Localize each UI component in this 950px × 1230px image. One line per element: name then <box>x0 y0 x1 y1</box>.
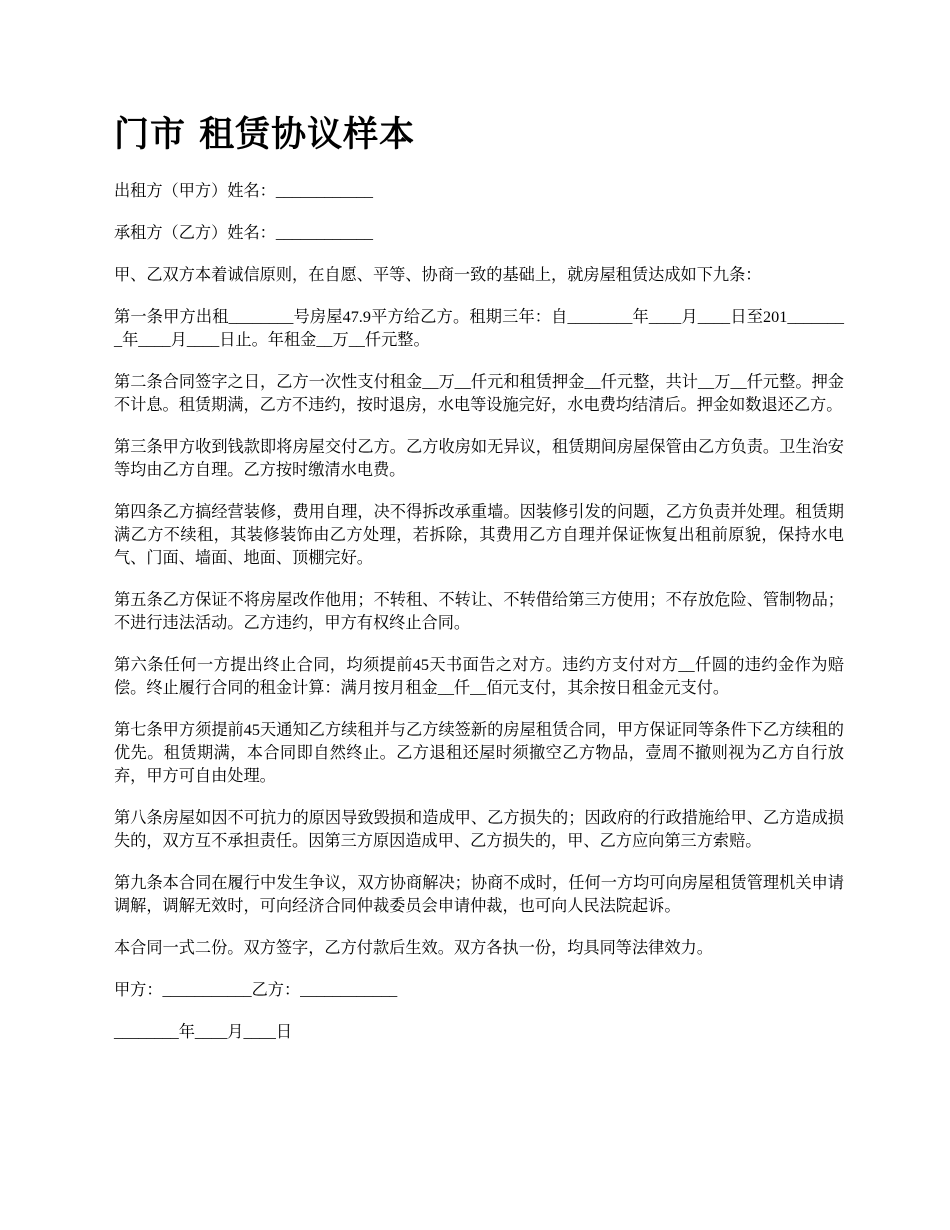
clause-4: 第四条乙方搞经营装修，费用自理，决不得拆改承重墙。因装修引发的问题，乙方负责并处理。租赁期满乙方不续租，其装修装饰由乙方处理，若拆除，其费用乙方自理并保证恢复出租前原貌，保持水电气、门面、墙面、地面、顶棚完好。 <box>114 503 844 567</box>
clause-8: 第八条房屋如因不可抗力的原因导致毁损和造成甲、乙方损失的；因政府的行政措施给甲、乙方造成损失的，双方互不承担责任。因第三方原因造成甲、乙方损失的，甲、乙方应向第三方索赔。 <box>114 809 844 850</box>
clause-3: 第三条甲方收到钱款即将房屋交付乙方。乙方收房如无异议，租赁期间房屋保管由乙方负责。卫生治安等均由乙方自理。乙方按时缴清水电费。 <box>114 438 844 479</box>
date-line: ________年____月____日 <box>114 1023 293 1041</box>
copies-paragraph: 本合同一式二份。双方签字，乙方付款后生效。双方各执一份，均具同等法律效力。 <box>114 939 713 957</box>
contract-document <box>114 112 844 1063</box>
clause-7: 第七条甲方须提前45天通知乙方续租并与乙方续签新的房屋租赁合同，甲方保证同等条件下乙方续租的优先。租赁期满，本合同即自然终止。乙方退租还屋时须撤空乙方物品，壹周不撤则视为乙方自行放弃，甲方可自由处理。 <box>114 721 844 785</box>
clause-2: 第二条合同签字之日，乙方一次性支付租金__万__仟元和租赁押金__仟元整，共计__万__仟元整。押金不计息。租赁期满，乙方不违约，按时退房，水电等设施完好，水电费均结清后。押金如数退还乙方。 <box>114 373 844 414</box>
signature-line: 甲方：___________乙方：____________ <box>114 981 398 999</box>
clause-1: 第一条甲方出租________号房屋47.9平方给乙方。租期三年：自________年____月____日至201________年____月____日止。年租金__万__仟元整。 <box>114 308 844 349</box>
document-title: 门市 租赁协议样本 <box>114 115 416 155</box>
intro-paragraph: 甲、乙双方本着诚信原则，在自愿、平等、协商一致的基础上，就房屋租赁达成如下九条： <box>114 266 762 284</box>
clause-9: 第九条本合同在履行中发生争议，双方协商解决；协商不成时，任何一方均可向房屋租赁管理机关申请调解，调解无效时，可向经济合同仲裁委员会申请仲裁，也可向人民法院起诉。 <box>114 874 844 915</box>
lessee-name-line: 承租方（乙方）姓名：____________ <box>114 224 373 242</box>
lessor-name-line: 出租方（甲方）姓名：____________ <box>114 182 373 200</box>
clause-5: 第五条乙方保证不将房屋改作他用；不转租、不转让、不转借给第三方使用；不存放危险、管制物品；不进行违法活动。乙方违约，甲方有权终止合同。 <box>114 591 844 632</box>
clause-6: 第六条任何一方提出终止合同，均须提前45天书面告之对方。违约方支付对方__仟圆的违约金作为赔偿。终止履行合同的租金计算：满月按月租金__仟__佰元支付，其余按日租金元支付。 <box>114 656 844 697</box>
